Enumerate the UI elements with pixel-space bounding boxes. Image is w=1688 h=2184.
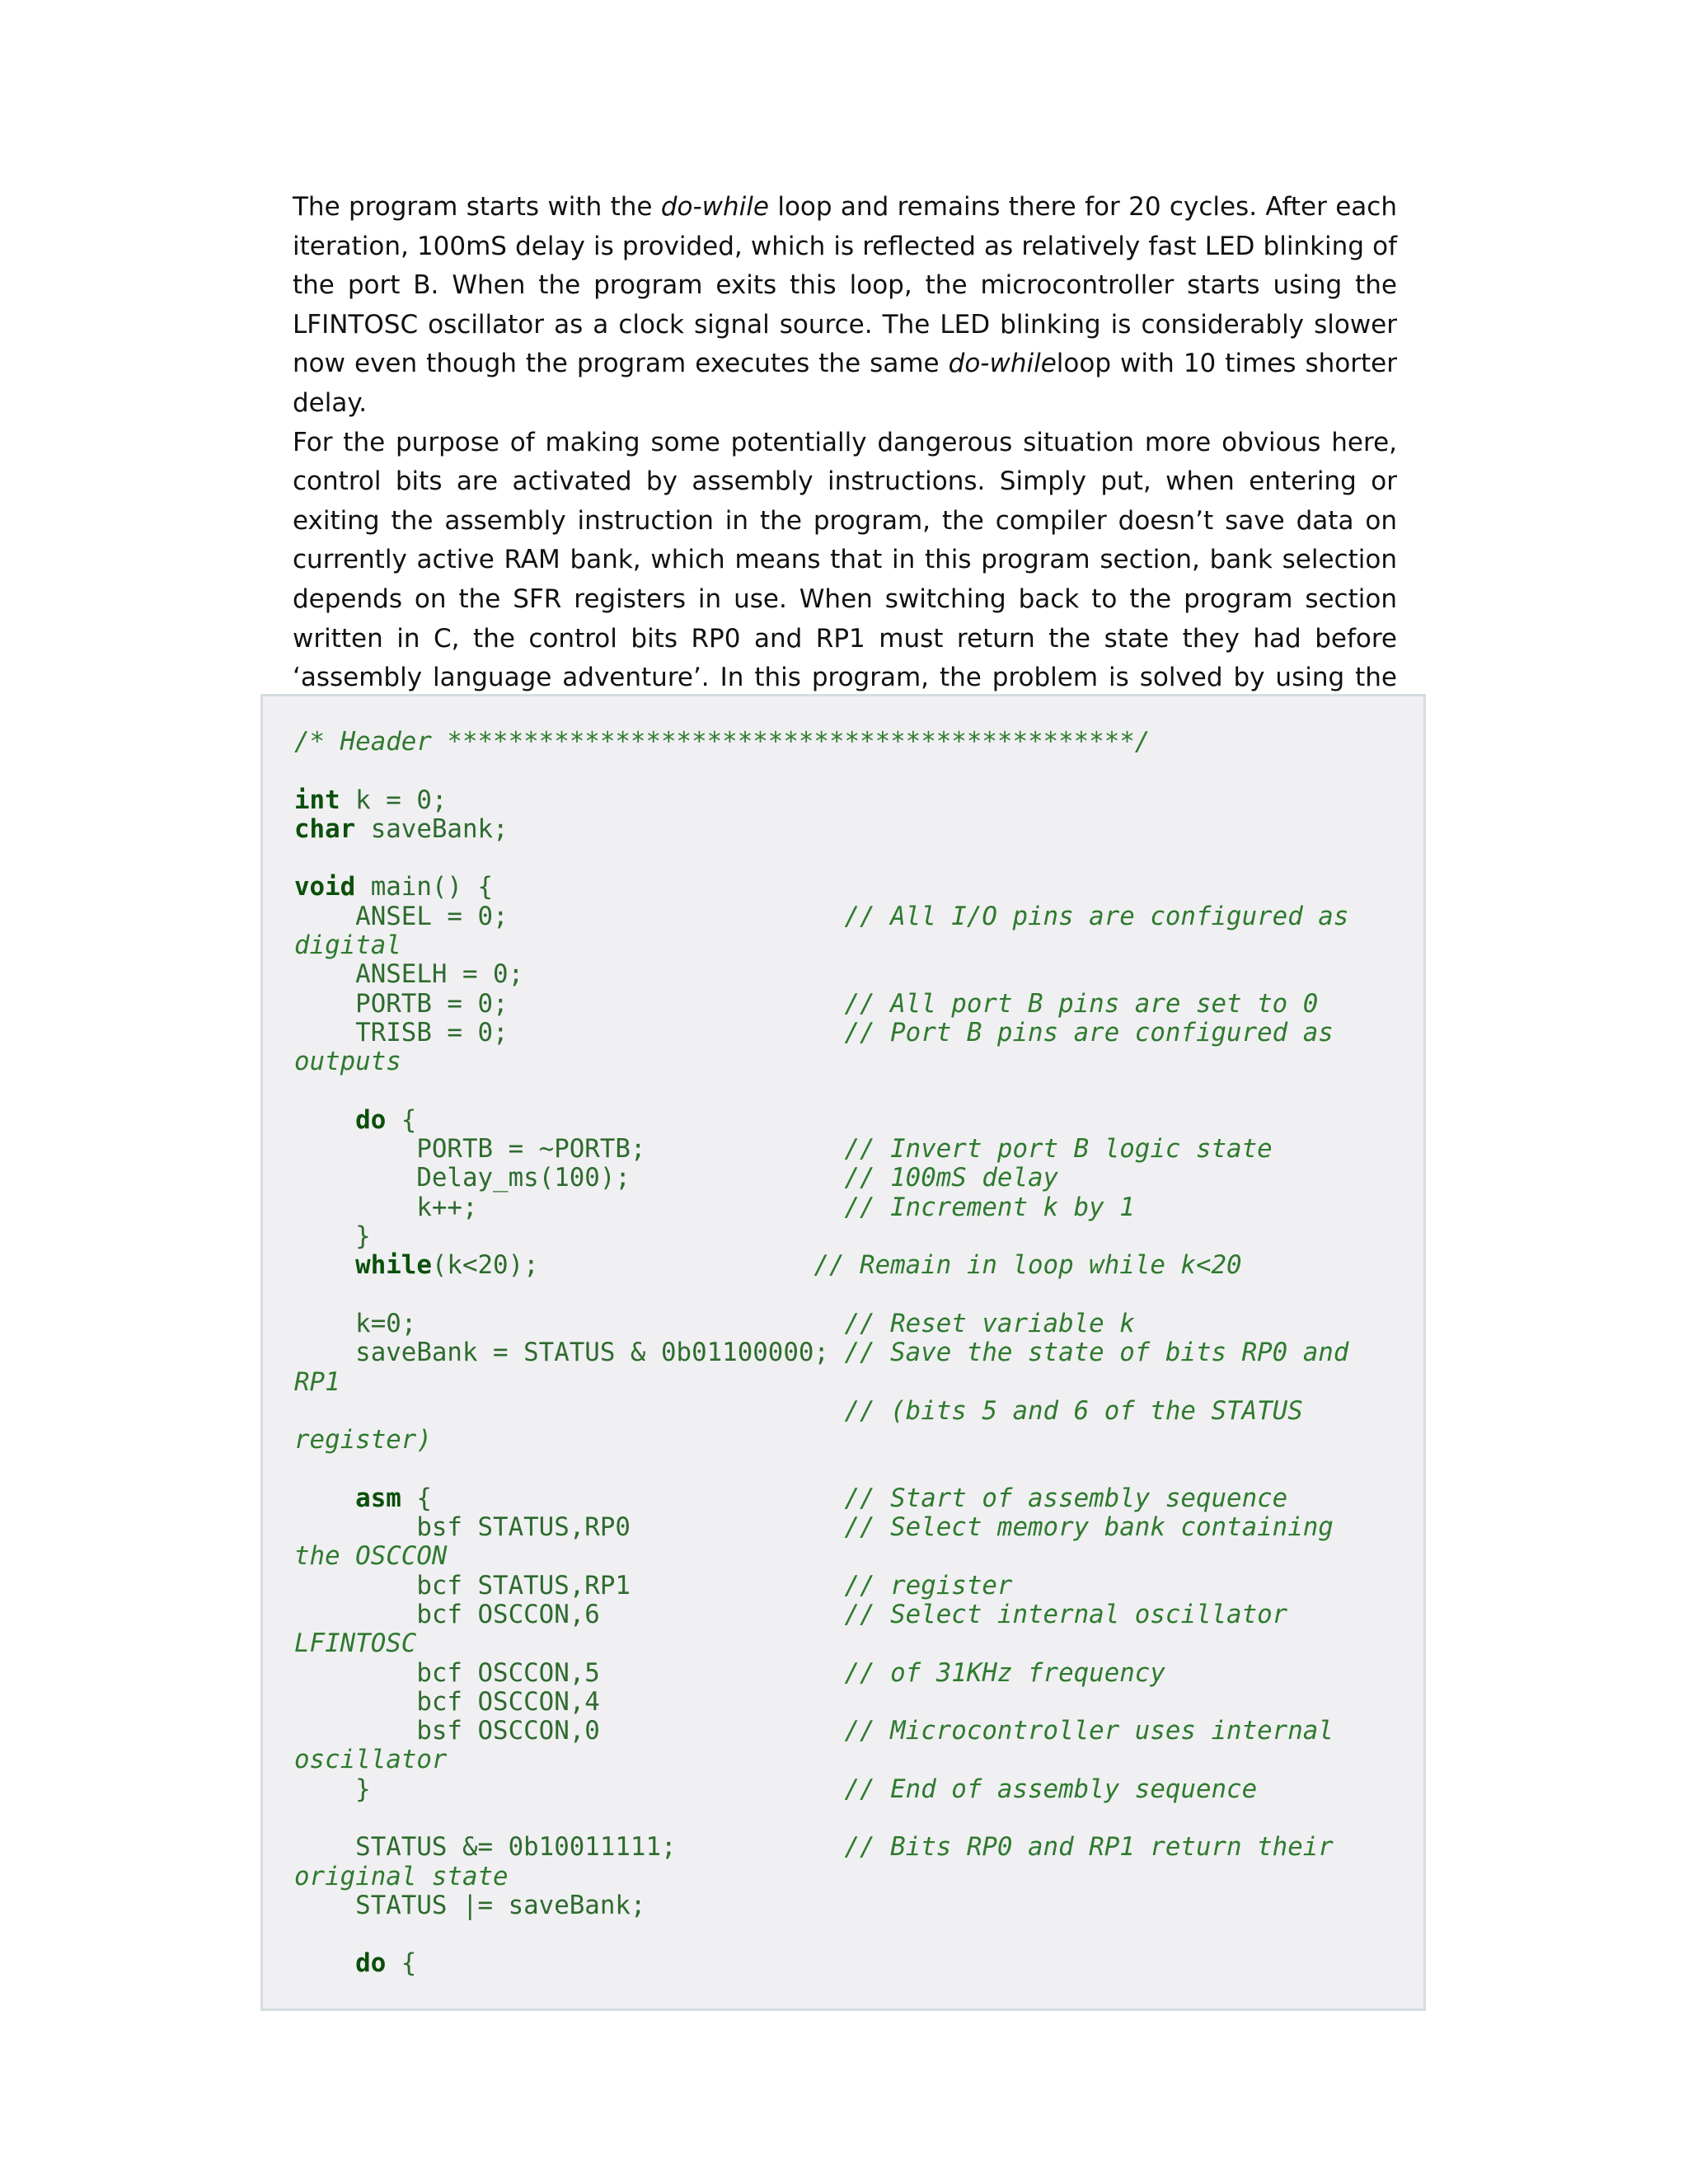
code-line [294, 1949, 1348, 1978]
code-comment: // Microcontroller uses internal [844, 1716, 1334, 1746]
code-line [294, 1047, 1348, 1076]
italic-term: do-while [660, 192, 769, 222]
code-text: k=0; [294, 1308, 845, 1338]
code-line [294, 1251, 1348, 1280]
text-run: loop with 10 times shorter delay. [293, 349, 1398, 418]
code-line [294, 786, 1348, 815]
code-line [294, 1222, 1348, 1251]
code-line [294, 873, 1348, 902]
code-line [294, 1019, 1348, 1047]
code-comment: RP1 [294, 1366, 340, 1397]
code-text: ANSELH = 0; [294, 959, 524, 990]
code-line [294, 1717, 1348, 1746]
code-comment: /* Header *********************************************/ [294, 727, 1151, 757]
code-keyword: int [294, 785, 340, 815]
code-text [294, 1948, 355, 1978]
paragraph-do-while-explanation [293, 188, 1397, 424]
code-text: { [386, 1104, 417, 1135]
code-comment: // Invert port B logic state [844, 1134, 1273, 1165]
code-comment: // Start of assembly sequence [844, 1483, 1288, 1513]
code-comment: // Select memory bank containing [844, 1512, 1334, 1543]
code-comment: // All port B pins are set to 0 [844, 988, 1319, 1019]
code-line [294, 1542, 1348, 1571]
code-line [294, 1513, 1348, 1542]
code-text: (k<20); [431, 1250, 814, 1281]
code-line [294, 1338, 1348, 1367]
code-line [294, 1484, 1348, 1513]
code-keyword: char [294, 813, 356, 844]
code-line [294, 1397, 1348, 1426]
body-text [293, 188, 1397, 737]
code-line [294, 1920, 1348, 1949]
code-text: STATUS |= saveBank; [294, 1890, 646, 1920]
code-comment: oscillator [294, 1745, 448, 1775]
code-comment: // (bits 5 and 6 of the STATUS [844, 1395, 1303, 1426]
code-keyword: asm [355, 1483, 401, 1513]
code-text: STATUS &= 0b10011111; [294, 1832, 845, 1863]
paragraph-assembly-explanation [293, 424, 1397, 738]
code-text: bsf OSCCON,0 [294, 1716, 845, 1746]
code-keyword: do [355, 1948, 387, 1979]
code-comment: original state [294, 1861, 509, 1891]
code-text: TRISB = 0; [294, 1017, 845, 1047]
code-comment: LFINTOSC [294, 1629, 417, 1659]
code-line [294, 1659, 1348, 1688]
code-comment: // of 31KHz frequency [844, 1657, 1165, 1688]
code-comment: // All I/O pins are configured as [844, 901, 1349, 931]
code-line [294, 1135, 1348, 1164]
code-line [294, 1368, 1348, 1397]
code-comment: digital [294, 930, 401, 961]
code-line [294, 931, 1348, 960]
code-line [294, 1426, 1348, 1455]
code-line [294, 1629, 1348, 1658]
code-text: } [294, 1221, 371, 1252]
code-line [294, 728, 1348, 757]
code-text: bcf STATUS,RP1 [294, 1570, 845, 1601]
code-comment: the OSCCON [294, 1541, 448, 1572]
code-comment: // register [844, 1570, 1013, 1601]
code-line [294, 1833, 1348, 1862]
code-comment: // Remain in loop while k<20 [814, 1250, 1242, 1281]
code-comment: // Bits RP0 and RP1 return their [844, 1832, 1334, 1863]
code-text: bsf STATUS,RP0 [294, 1512, 845, 1543]
code-line [294, 1688, 1348, 1717]
code-text: k++; [294, 1192, 845, 1222]
code-line [294, 815, 1348, 844]
code-keyword: do [355, 1104, 387, 1135]
code-line [294, 1572, 1348, 1601]
code-text: { [386, 1948, 417, 1979]
code-line [294, 902, 1348, 931]
code-listing [260, 694, 1426, 2011]
code-text: bcf OSCCON,6 [294, 1599, 845, 1629]
code-line [294, 757, 1348, 785]
code-text: Delay_ms(100); [294, 1163, 845, 1193]
code-text: bcf OSCCON,5 [294, 1657, 845, 1688]
code-line [294, 1077, 1348, 1106]
code-text: { [401, 1483, 845, 1513]
code-text: main() { [355, 872, 494, 902]
code-comment: // End of assembly sequence [844, 1774, 1258, 1804]
code-line [294, 1863, 1348, 1891]
code-line [294, 1281, 1348, 1310]
code-comment: // Increment k by 1 [844, 1192, 1135, 1222]
code-line [294, 1193, 1348, 1222]
code-text: PORTB = ~PORTB; [294, 1134, 845, 1165]
text-run: loop and remains there for 20 cycles. After each iteration, 100mS delay is provided, which is reflected as relatively fast LED blinking of the port B. When the program exits this loop, the microcontroller starts using the LFINTOSC oscillator as a clock signal source. The LED blinking is considerably slower now even though the program executes the same [293, 192, 1397, 379]
code-line [294, 1310, 1348, 1338]
code-comment: // Select internal oscillator [844, 1599, 1288, 1629]
code-line [294, 1106, 1348, 1135]
code-text: saveBank = STATUS & 0b01100000; [294, 1338, 845, 1368]
code-text: k = 0; [340, 785, 448, 815]
code-line [294, 1804, 1348, 1833]
code-line [294, 1455, 1348, 1483]
code-block [294, 728, 1348, 1979]
code-line [294, 844, 1348, 873]
code-comment: outputs [294, 1047, 401, 1077]
code-text [294, 1483, 355, 1513]
code-text: bcf OSCCON,4 [294, 1686, 600, 1717]
code-comment: // Port B pins are configured as [844, 1017, 1334, 1047]
text-run: The program starts with the [293, 192, 661, 222]
code-text: } [294, 1774, 845, 1804]
code-text: PORTB = 0; [294, 988, 845, 1019]
code-comment: // Save the state of bits RP0 and [844, 1338, 1349, 1368]
code-keyword: while [355, 1250, 432, 1281]
text-run: For the purpose of making some potentially dangerous situation more obvious here, control bits are activated by assembly instructions. Simply put, when entering or exiting the assembly instruction in the program, the compiler doesn’t save data on currently active RAM bank, which means that in this program section, bank selection depends on the SFR registers in use. When switching back to the program section written in C, the control bits RP0 and RP1 must return the state they had before ‘assembly language adventure’. In this program, the problem is solved by using the [293, 427, 1397, 693]
code-comment: register) [294, 1425, 432, 1455]
italic-term: do-while [948, 349, 1057, 379]
code-comment: // Reset variable k [844, 1308, 1135, 1338]
code-text: ANSEL = 0; [294, 901, 845, 931]
code-line [294, 1164, 1348, 1193]
code-line [294, 1746, 1348, 1774]
code-line [294, 960, 1348, 989]
code-line [294, 1601, 1348, 1629]
code-line [294, 1775, 1348, 1804]
code-line [294, 990, 1348, 1019]
code-line [294, 1891, 1348, 1920]
code-text [294, 1250, 355, 1280]
code-text [294, 1105, 355, 1135]
code-text: saveBank; [355, 813, 509, 844]
code-keyword: void [294, 872, 356, 902]
code-text [294, 1396, 845, 1426]
code-comment: // 100mS delay [844, 1163, 1059, 1193]
